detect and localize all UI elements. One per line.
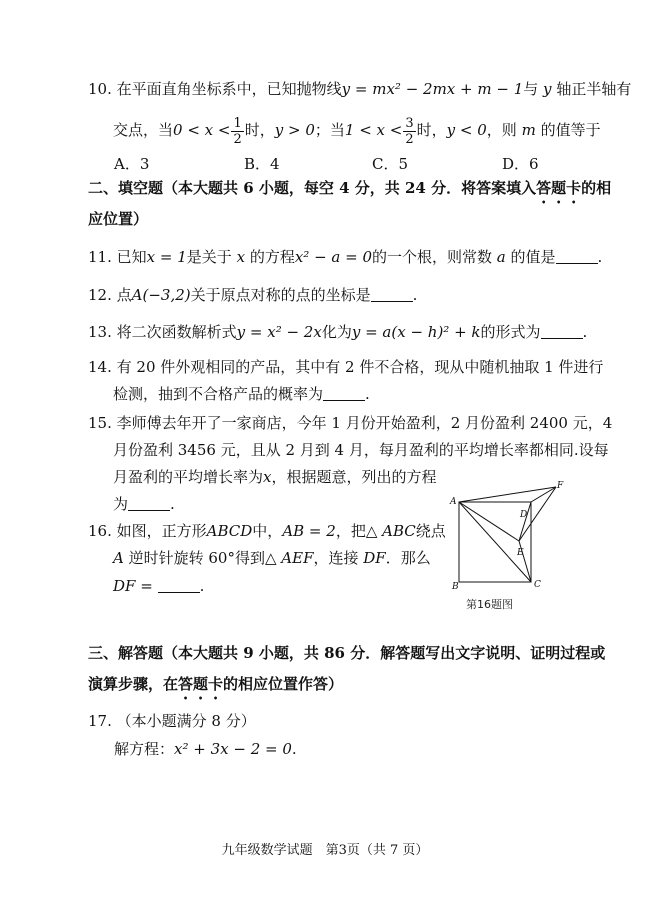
q15-line3 (113, 467, 437, 487)
q12-point: A(−3,2) (131, 286, 191, 304)
q10-mvar: m (521, 121, 536, 139)
q16-answer-blank[interactable] (158, 578, 200, 593)
label-f: F (557, 481, 564, 491)
label-d: D (520, 510, 528, 520)
q10-line1 (88, 79, 631, 99)
q10-text-c: 轴正半轴有 (556, 80, 632, 98)
q13-text-c: 的形式为 (480, 323, 541, 341)
q10-frac1-num: 1 (233, 115, 242, 131)
q13 (88, 322, 587, 342)
q15-text-3b: ，根据题意，列出的方程 (271, 468, 437, 486)
q10-cond-d: 时， (416, 121, 447, 139)
q12-number: 12. (88, 286, 112, 304)
q16-df: DF (363, 549, 386, 567)
q10-frac1 (231, 116, 243, 147)
q10-res2: y < 0 (446, 121, 487, 139)
q11-text-c: 的方程 (249, 248, 295, 266)
q13-formula2: y = a(x − h)² + k (351, 323, 481, 341)
q16-end: . (199, 577, 205, 595)
section2-title-cont: 应位置） (88, 210, 149, 228)
q10-cond-a: 交点，当 (113, 121, 174, 139)
q15-text-1: 李师傅去年开了一家商店，今年 1 月份开始盈利，2 月份盈利 2400 元，4 (116, 414, 613, 432)
label-c: C (534, 580, 541, 590)
section2-title-em: 答题卡 (536, 179, 582, 197)
section2-title (88, 178, 611, 207)
q14-answer-blank[interactable] (323, 386, 365, 401)
q10-option-a: A．3 (114, 155, 150, 173)
q16-number: 16. (88, 522, 112, 540)
q10-yvar: y (543, 80, 552, 98)
q16-text-c: ，把 (335, 522, 366, 540)
q14-text-1: 有 20 件外观相同的产品，其中有 2 件不合格，现从中随机抽取 1 件进行 (116, 358, 604, 376)
q10-frac2-den: 2 (405, 131, 414, 147)
section3-title-em: 答题卡 (178, 675, 224, 693)
q15-line1 (88, 413, 612, 433)
q10-cond-f: 的值等于 (540, 121, 601, 139)
q16-text-f: ，连接 (313, 549, 359, 567)
q11-eq2: x² − a = 0 (294, 248, 372, 266)
q13-text-a: 将二次函数解析式 (116, 323, 237, 341)
q10-cond-c: ；当 (314, 121, 345, 139)
q10-text-b: 与 (523, 80, 539, 98)
q15-end: . (170, 495, 175, 513)
q16-text-b: 中， (252, 522, 283, 540)
label-e: E (517, 548, 524, 558)
q12 (88, 285, 417, 305)
q15-line4 (113, 494, 175, 514)
q10-frac2 (403, 116, 415, 147)
q14-line1 (88, 357, 603, 377)
q16-text-g: ．那么 (385, 549, 431, 567)
q16-ab: AB = 2 (282, 522, 336, 540)
q13-number: 13. (88, 323, 112, 341)
q10-frac1-den: 2 (233, 131, 242, 147)
q11-avar: a (496, 248, 506, 266)
q17-text-a: 解方程： (114, 740, 175, 758)
q11-xvar: x (236, 248, 246, 266)
q11-end: . (597, 248, 603, 266)
q16-figure (440, 480, 580, 592)
section3-title-c: 的相应位置作答） (223, 675, 344, 693)
q13-end: . (582, 323, 588, 341)
q11-answer-blank[interactable] (556, 249, 598, 264)
q10-option-c: C．5 (372, 155, 409, 173)
q16-text-e: 逆时针旋转 60°得到 (128, 549, 265, 567)
q15-number: 15. (88, 414, 112, 432)
q16-line3 (113, 576, 204, 596)
q17-points: （本小题满分 8 分） (116, 712, 256, 730)
q12-answer-blank[interactable] (371, 287, 413, 302)
q10-option-b: B．4 (244, 155, 280, 173)
q11-text-d: 的一个根，则常数 (372, 248, 493, 266)
segment-af (459, 487, 556, 502)
q12-end: . (412, 286, 418, 304)
q16-text-d: 绕点 (415, 522, 446, 540)
q11-number: 11. (88, 248, 112, 266)
q10-text: 在平面直角坐标系中，已知抛物线 (116, 80, 342, 98)
q14-text-2: 检测，抽到不合格产品的概率为 (113, 385, 324, 403)
q10-formula: y = mx² − 2mx + m − 1 (341, 80, 524, 98)
q14-end: . (365, 385, 370, 403)
q15-line2: 月份盈利 3456 元，且从 2 月到 4 月，每月盈利的平均增长率都相同.设每 (113, 441, 609, 459)
q10-option-d: D．6 (502, 155, 539, 173)
q10-frac2-num: 3 (405, 115, 414, 131)
q11-text-a: 已知 (116, 248, 147, 266)
q16-text-a: 如图，正方形 (116, 522, 207, 540)
q17-end: . (291, 740, 297, 758)
q10-line2 (113, 114, 601, 147)
q11-text-e: 的值是 (510, 248, 556, 266)
q16-avar: A (113, 549, 124, 567)
q11 (88, 247, 602, 267)
q17-header (88, 711, 256, 731)
label-a: A (450, 497, 457, 507)
q10-cond-e: ，则 (486, 121, 517, 139)
q17-body (114, 739, 297, 759)
q10-ineq1: 0 < x < (173, 121, 231, 139)
q11-text-b: 是关于 (186, 248, 232, 266)
section2-title-a: 二、填空题（本大题共 6 小题，每空 4 分，共 24 分．将答案填入 (88, 179, 537, 197)
q15-text-4: 为 (113, 495, 129, 513)
q10-cond-b: 时， (244, 121, 275, 139)
q10-ineq2: 1 < x < (344, 121, 403, 139)
q10-res1: y > 0 (274, 121, 315, 139)
section3-title-cont (88, 674, 343, 703)
q12-text-a: 点 (116, 286, 132, 304)
section3-title: 三、解答题（本大题共 9 小题，共 86 分．解答题写出文字说明、证明过程或 (88, 644, 606, 662)
q14-line2 (113, 384, 370, 404)
q16-line1 (88, 521, 446, 541)
section2-title-b: 的相 (581, 179, 612, 197)
q14-number: 14. (88, 358, 112, 376)
q13-text-b: 化为 (321, 323, 352, 341)
label-b: B (452, 582, 459, 592)
q13-answer-blank[interactable] (541, 324, 583, 339)
q12-text-b: 关于原点对称的点的坐标是 (190, 286, 371, 304)
q11-eq1: x = 1 (146, 248, 187, 266)
q16-triangle1: △ ABC (365, 522, 416, 540)
page-footer: 九年级数学试题 第3页（共 7 页） (221, 843, 429, 858)
section3-title-b: 演算步骤，在 (88, 675, 179, 693)
q15-answer-blank[interactable] (128, 496, 170, 511)
segment-ed (519, 502, 531, 541)
q17-number: 17. (88, 712, 112, 730)
q16-df-eq: DF = (113, 577, 153, 595)
q17-equation: x² + 3x − 2 = 0 (174, 740, 292, 758)
q16-caption: 第16题图 (466, 598, 513, 611)
q15-xvar: x (263, 468, 272, 486)
q16-square: ABCD (206, 522, 253, 540)
q10-number: 10. (88, 80, 112, 98)
q16-line2 (113, 548, 431, 568)
q16-triangle2: △ AEF (264, 549, 314, 567)
q13-formula1: y = x² − 2x (236, 323, 322, 341)
q15-text-3a: 月盈利的平均增长率为 (113, 468, 264, 486)
